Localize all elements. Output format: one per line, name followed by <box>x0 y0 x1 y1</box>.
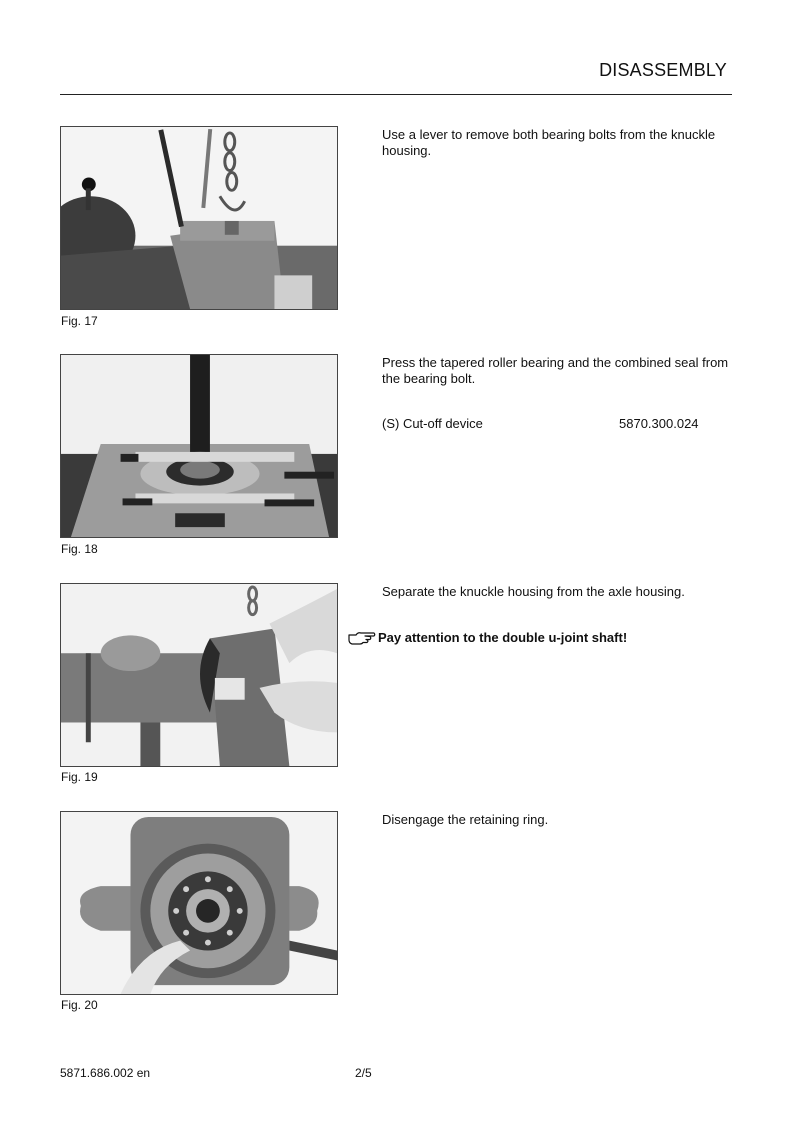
figure-18-caption: Fig. 18 <box>61 542 98 556</box>
step-20-text: Disengage the retaining ring. <box>382 812 549 827</box>
attention-note <box>348 630 728 649</box>
page-title: DISASSEMBLY <box>599 60 727 80</box>
special-tool-code: 5870.300.024 <box>619 416 699 431</box>
figure-18-photo <box>60 354 338 538</box>
pointing-hand-icon <box>348 631 378 649</box>
figure-17-caption: Fig. 17 <box>61 314 98 328</box>
step-17-text: Use a lever to remove both bearing bolts from the knuckle housing. <box>382 127 716 158</box>
document-number: 5871.686.002 en <box>60 1066 151 1080</box>
special-tool-label: (S) Cut-off device <box>382 416 483 431</box>
page-number: 2/5 <box>355 1066 372 1080</box>
figure-19-photo <box>60 583 338 767</box>
figure-19-caption: Fig. 19 <box>61 770 98 784</box>
figure-20-caption: Fig. 20 <box>61 998 98 1012</box>
step-18-text: Press the tapered roller bearing and the combined seal from the bearing bolt. <box>382 355 729 386</box>
figure-20-photo <box>60 811 338 995</box>
step-19-text: Separate the knuckle housing from the axle housing. <box>382 584 685 599</box>
header-divider <box>60 94 732 95</box>
figure-17-photo <box>60 126 338 310</box>
attention-note-text: Pay attention to the double u-joint shaft! <box>378 630 628 645</box>
special-tool-row <box>382 416 712 432</box>
